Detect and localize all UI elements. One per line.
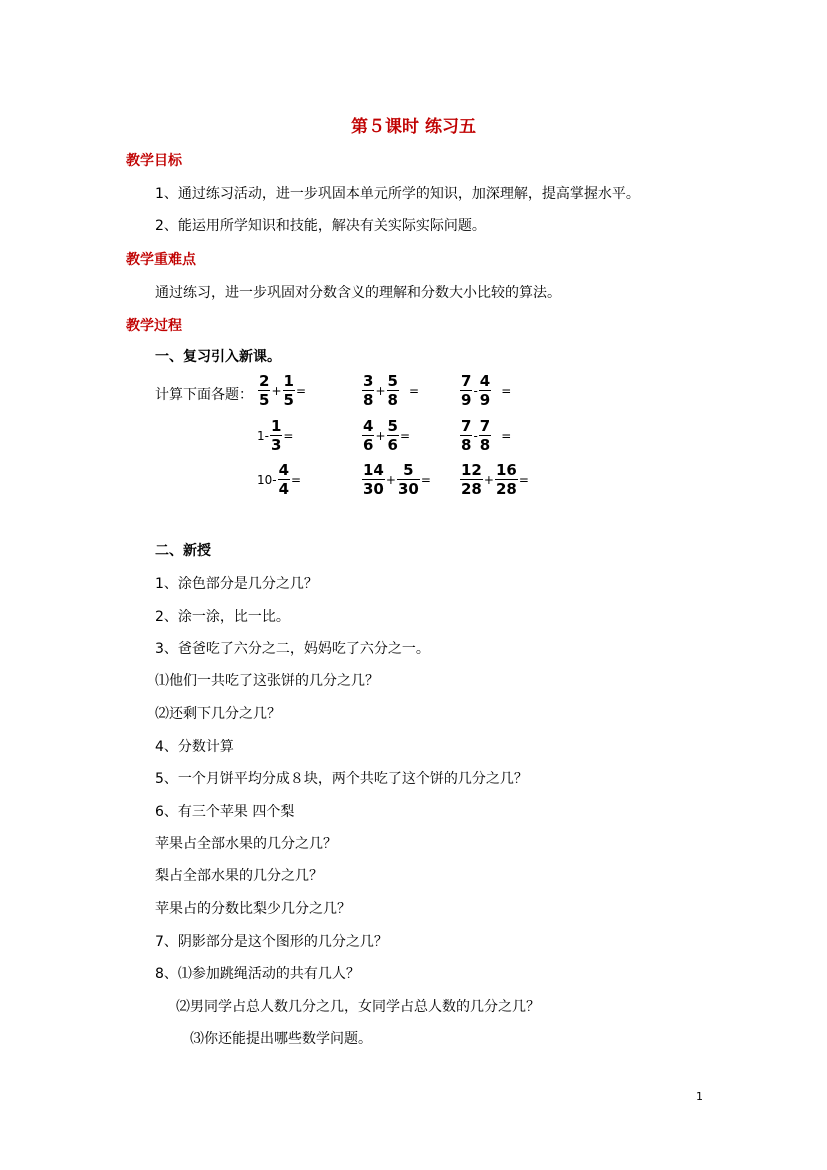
fraction [479, 373, 491, 408]
fraction [362, 373, 374, 408]
fraction [278, 462, 290, 497]
fraction-denominator: 8 [479, 436, 491, 454]
calc-label: 计算下面各题： [155, 387, 253, 403]
fraction-numerator: 7 [479, 417, 491, 435]
fraction [387, 418, 399, 453]
fraction-denominator: 3 [270, 436, 282, 454]
process-heading: 教学过程 [126, 318, 182, 334]
fraction-expression [362, 462, 431, 497]
exercise-line: 3、爸爸吃了六分之二，妈妈吃了六分之一。 [155, 641, 430, 657]
fraction-expression [256, 462, 301, 497]
goal-item: 1、通过练习活动，进一步巩固本单元所学的知识，加深理解，提高掌握水平。 [155, 186, 640, 202]
fraction-numerator: 4 [363, 417, 374, 435]
equals-sign: = [399, 428, 410, 443]
exercise-line: 2、涂一涂，比一比。 [155, 609, 290, 625]
equals-sign: = [408, 383, 419, 398]
exercise-line: 5、一个月饼平均分成８块，两个共吃了这个饼的几分之几？ [155, 771, 528, 787]
equals-sign: = [295, 383, 306, 398]
equals-sign: = [291, 472, 302, 487]
equals-sign: = [420, 472, 431, 487]
operator: + [385, 472, 396, 487]
exercise-line: ⑵还剩下几分之几？ [155, 706, 281, 722]
exercise-line: 苹果占全部水果的几分之几？ [155, 836, 337, 852]
fraction [460, 462, 483, 497]
fraction-expression [460, 373, 511, 408]
key-points-heading: 教学重难点 [126, 252, 196, 268]
operator: + [483, 472, 494, 487]
fraction [479, 418, 491, 453]
fraction-expression [460, 418, 511, 453]
fraction [397, 462, 420, 497]
fraction-denominator: 6 [387, 436, 398, 454]
fraction-numerator: 5 [387, 372, 398, 390]
equals-sign: = [283, 428, 294, 443]
exercise-line: 梨占全部水果的几分之几？ [155, 868, 323, 884]
page-title: 第５课时 练习五 [351, 117, 476, 137]
exercise-line: 苹果占的分数比梨少几分之几？ [155, 901, 351, 917]
fraction [495, 462, 518, 497]
fraction-expression [258, 373, 306, 408]
expression-lead: 1- [257, 428, 269, 443]
fraction [283, 373, 295, 408]
fraction-denominator: 4 [278, 480, 290, 498]
operator: + [271, 383, 282, 398]
equals-sign: = [518, 472, 529, 487]
fraction-denominator: 28 [495, 480, 517, 498]
equals-sign: = [501, 383, 512, 398]
fraction-numerator: 7 [461, 372, 472, 390]
fraction [387, 373, 399, 408]
fraction-expression [256, 418, 293, 453]
part1-heading: 一、复习引入新课。 [155, 349, 281, 365]
fraction-numerator: 7 [461, 417, 472, 435]
page-number: 1 [696, 1090, 703, 1103]
exercise-line: ⑵男同学占总人数几分之几，女同学占总人数的几分之几？ [176, 999, 540, 1015]
fraction-numerator: 1 [283, 372, 294, 390]
fraction [270, 418, 282, 453]
fraction-denominator: 6 [363, 436, 374, 454]
fraction-denominator: 5 [283, 391, 294, 409]
fraction-numerator: 5 [387, 417, 398, 435]
fraction-numerator: 5 [403, 461, 414, 479]
fraction-denominator: 30 [397, 480, 419, 498]
fraction-denominator: 5 [259, 391, 270, 409]
part2-heading: 二、新授 [155, 543, 211, 559]
exercise-line: 7、阴影部分是这个图形的几分之几？ [155, 934, 388, 950]
fraction-denominator: 9 [461, 391, 472, 409]
exercise-line: 4、分数计算 [155, 739, 234, 755]
fraction-numerator: 4 [479, 372, 491, 390]
exercise-line: 6、有三个苹果 四个梨 [155, 804, 295, 820]
goal-item: 2、能运用所学知识和技能，解决有关实际实际问题。 [155, 218, 486, 234]
fraction-expression [362, 418, 410, 453]
exercise-line: 1、涂色部分是几分之几？ [155, 576, 318, 592]
fraction-denominator: 8 [387, 391, 398, 409]
fraction-numerator: 1 [270, 417, 282, 435]
equals-sign: = [501, 428, 512, 443]
exercise-line: ⑴他们一共吃了这张饼的几分之几？ [155, 673, 379, 689]
operator: - [473, 428, 478, 443]
fraction-denominator: 9 [479, 391, 491, 409]
fraction-numerator: 3 [363, 372, 374, 390]
fraction-denominator: 30 [363, 480, 384, 498]
fraction-numerator: 2 [259, 372, 270, 390]
operator: + [375, 383, 386, 398]
exercise-line: ⑶你还能提出哪些数学问题。 [190, 1031, 372, 1047]
expression-lead: 10- [257, 472, 277, 487]
goals-heading: 教学目标 [126, 153, 182, 169]
fraction-denominator: 28 [461, 480, 482, 498]
operator: - [473, 383, 478, 398]
fraction-expression [460, 462, 529, 497]
fraction-numerator: 12 [461, 461, 482, 479]
fraction-numerator: 4 [278, 461, 290, 479]
key-points-text: 通过练习，进一步巩固对分数含义的理解和分数大小比较的算法。 [155, 285, 561, 301]
fraction-expression [362, 373, 419, 408]
fraction-numerator: 14 [363, 461, 384, 479]
fraction-denominator: 8 [461, 436, 472, 454]
fraction [460, 373, 472, 408]
fraction [362, 418, 374, 453]
fraction-denominator: 8 [363, 391, 374, 409]
operator: + [375, 428, 386, 443]
exercise-line: 8、⑴参加跳绳活动的共有几人？ [155, 966, 360, 982]
fraction [258, 373, 270, 408]
fraction-numerator: 16 [495, 461, 517, 479]
fraction [362, 462, 385, 497]
fraction [460, 418, 472, 453]
